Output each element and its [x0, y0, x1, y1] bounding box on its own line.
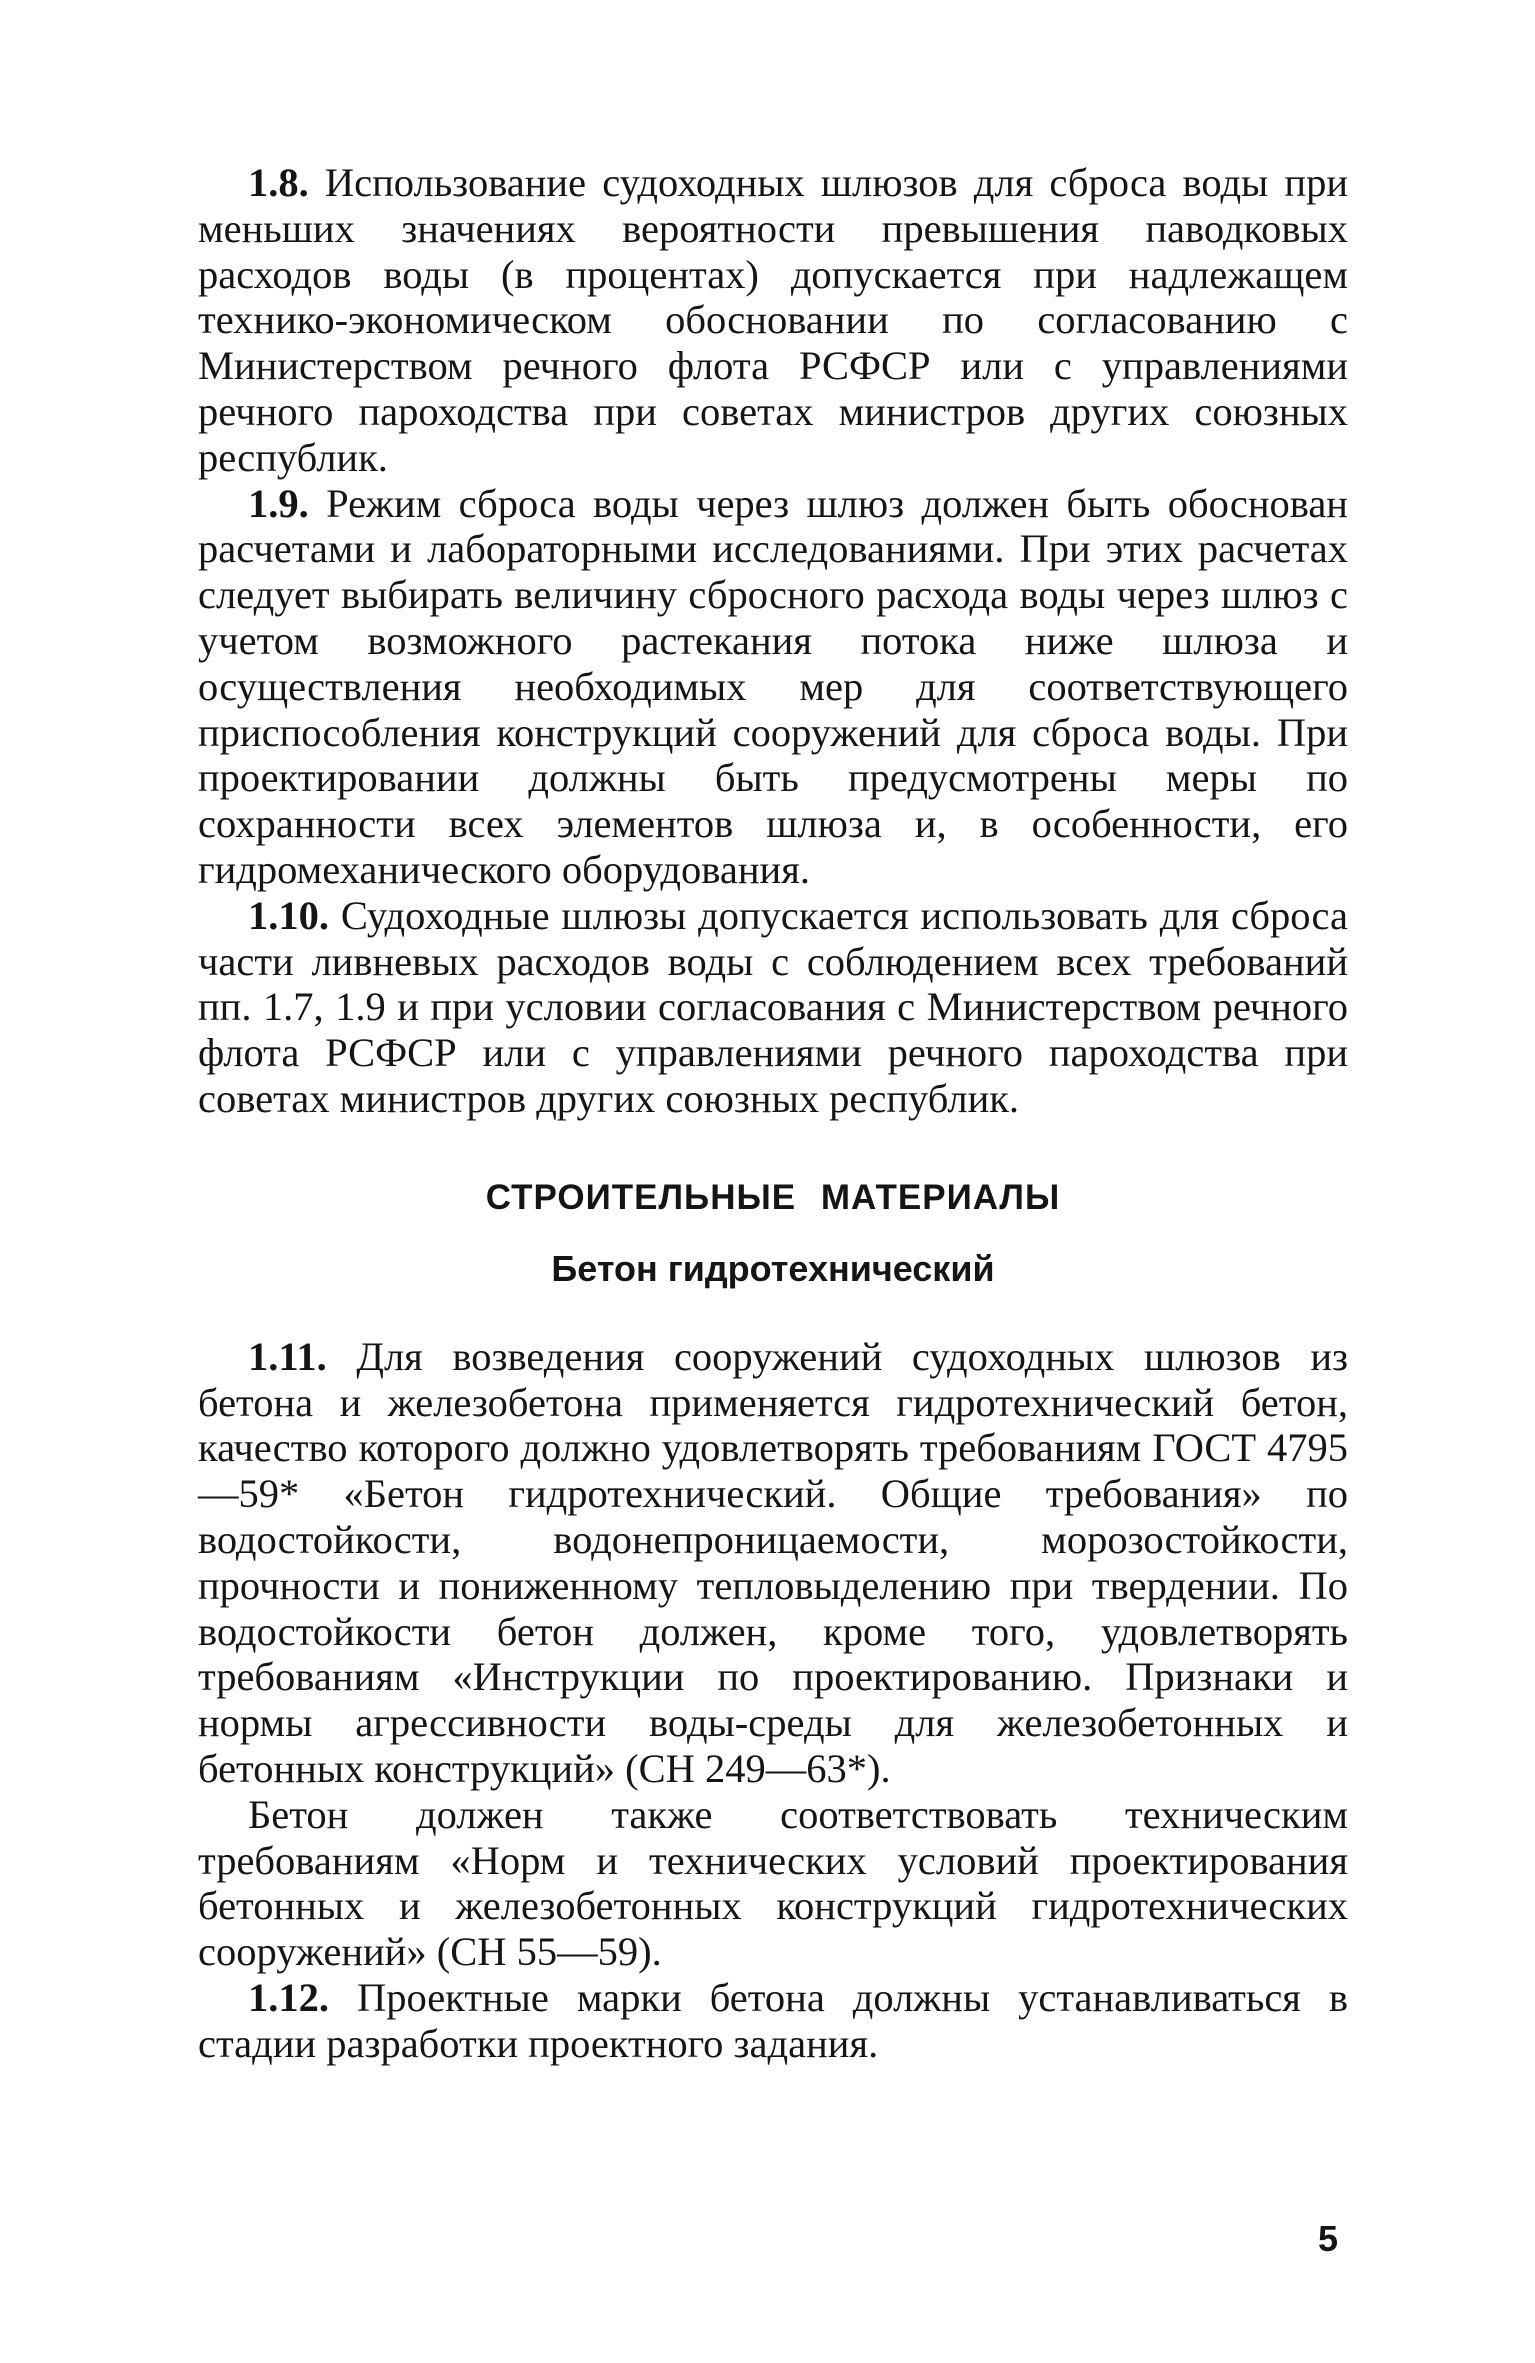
page-number: 5 — [1318, 2218, 1339, 2259]
paragraph-number: 1.12. — [248, 1974, 329, 2020]
paragraph-number: 1.9. — [248, 480, 309, 526]
paragraph-1-11-continued — [198, 1792, 1348, 1975]
paragraph-text: Проектные марки бетона должны устанавливаться в стадии разработки проектного задания. — [198, 1974, 1348, 2066]
paragraph-1-10 — [198, 893, 1348, 1122]
paragraph-1-8 — [198, 160, 1348, 481]
page-content — [198, 160, 1348, 2066]
paragraph-text: Для возведения сооружений судоходных шлюзов из бетона и железобетона применяется гидротехнический бетон, качество которого должно удовлетворять требованиям ГОСТ 4795—59* «Бетон гидротехнический. Общие требования» по водостойкости, водонепроницаемости, морозостойкости, прочности и пониженному тепловыделению при твердении. По водостойкости бетон должен, кроме того, удовлетворять требованиям «Инструкции по проектированию. Признаки и нормы агрессивности воды-среды для железобетонных и бетонных конструкций» (СН 249—63*). — [198, 1333, 1348, 1791]
paragraph-text: Режим сброса воды через шлюз должен быть обоснован расчетами и лабораторными исследованиями. При этих расчетах следует выбирать величину сбросного расхода воды через шлюз с учетом возможного растекания потока ниже шлюза и осуществления необходимых мер для соответствующего приспособления конструкций сооружений для сброса воды. При проектировании должны быть предусмотрены меры по сохранности всех элементов шлюза и, в особенности, его гидромеханического оборудования. — [198, 480, 1348, 892]
paragraph-number: 1.8. — [248, 160, 309, 205]
paragraph-text: Судоходные шлюзы допускается использовать для сброса части ливневых расходов воды с соблюдением всех требований пп. 1.7, 1.9 и при условии согласования с Министерством речного флота РСФСР или с управлениями речного пароходства при советах министров других союзных республик. — [198, 892, 1348, 1121]
subsection-heading: Бетон гидротехнический — [551, 1247, 995, 1289]
paragraph-1-12 — [198, 1975, 1348, 2067]
paragraph-number: 1.10. — [248, 892, 329, 938]
paragraph-number: 1.11. — [248, 1333, 327, 1379]
paragraph-text: Использование судоходных шлюзов для сброса воды при меньших значениях вероятности превышения паводковых расходов воды (в процентах) допускается при надлежащем технико-экономическом обосновании по согласованию с Министерством речного флота РСФСР или с управлениями речного пароходства при советах министров других союзных республик. — [198, 160, 1348, 480]
section-heading: СТРОИТЕЛЬНЫЕ МАТЕРИАЛЫ — [485, 1177, 1061, 1217]
paragraph-1-9 — [198, 481, 1348, 893]
paragraph-1-11 — [198, 1334, 1348, 1792]
paragraph-text: Бетон должен также соответствовать техническим требованиям «Норм и технических условий проектирования бетонных и железобетонных конструкций гидротехнических сооружений» (СН 55—59). — [198, 1791, 1348, 1975]
